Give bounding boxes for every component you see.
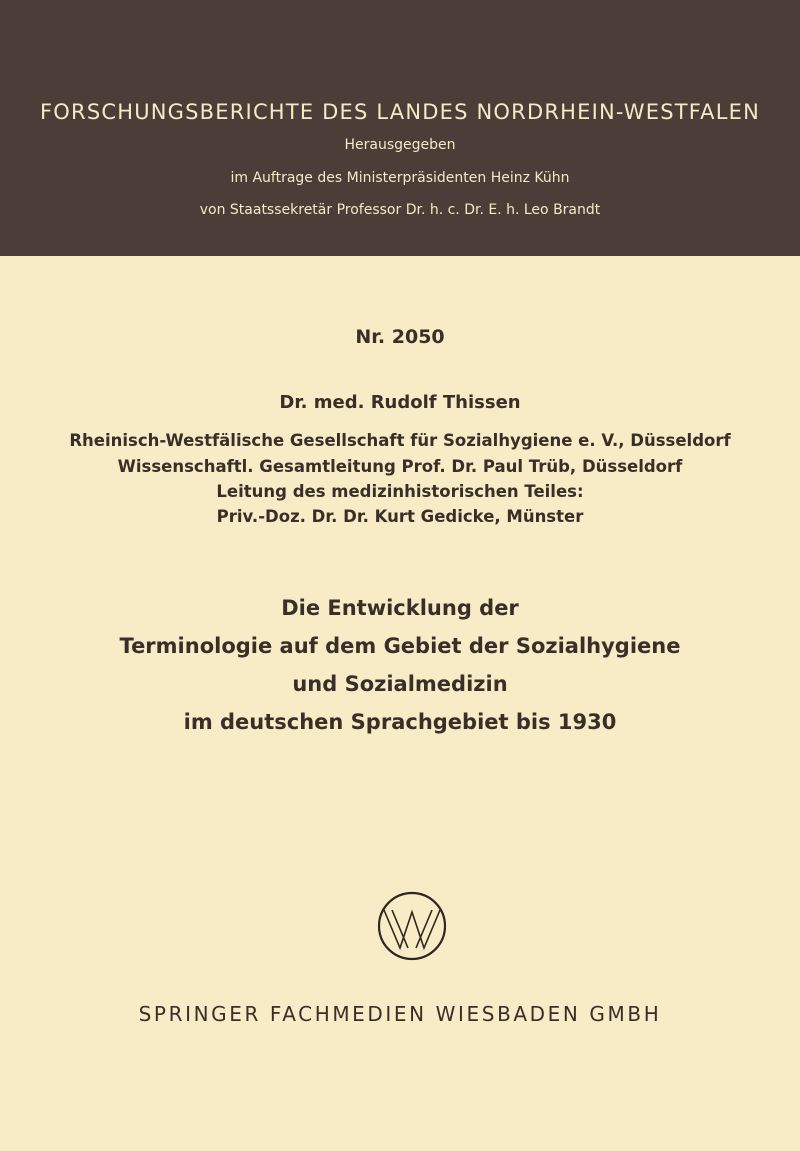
author: Dr. med. Rudolf Thissen: [279, 392, 521, 413]
editor-line-1: Herausgegeben: [344, 137, 456, 153]
series-title: FORSCHUNGSBERICHTE DES LANDES NORDRHEIN-WESTFALEN: [40, 100, 760, 124]
publisher-name: SPRINGER FACHMEDIEN WIESBADEN GMBH: [138, 1002, 662, 1026]
publisher-logo-icon: [376, 890, 448, 962]
title-line: Die Entwicklung der: [281, 596, 519, 620]
volume-number: Nr. 2050: [355, 326, 445, 348]
affiliation-line: Leitung des medizinhistorischen Teiles:: [216, 482, 584, 501]
title-line: Terminologie auf dem Gebiet der Sozialhygiene: [119, 634, 681, 658]
title-line: und Sozialmedizin: [292, 672, 508, 696]
affiliation-line: Rheinisch-Westfälische Gesellschaft für Sozialhygiene e. V., Düsseldorf: [69, 431, 731, 450]
title-line: im deutschen Sprachgebiet bis 1930: [183, 710, 617, 734]
cover-header-band: [0, 0, 800, 256]
affiliation-line: Wissenschaftl. Gesamtleitung Prof. Dr. Paul Trüb, Düsseldorf: [117, 457, 683, 476]
editor-line-2: im Auftrage des Ministerpräsidenten Heinz Kühn: [230, 170, 570, 186]
affiliation-line: Priv.-Doz. Dr. Dr. Kurt Gedicke, Münster: [216, 507, 584, 526]
editor-line-3: von Staatssekretär Professor Dr. h. c. Dr. E. h. Leo Brandt: [199, 202, 601, 218]
